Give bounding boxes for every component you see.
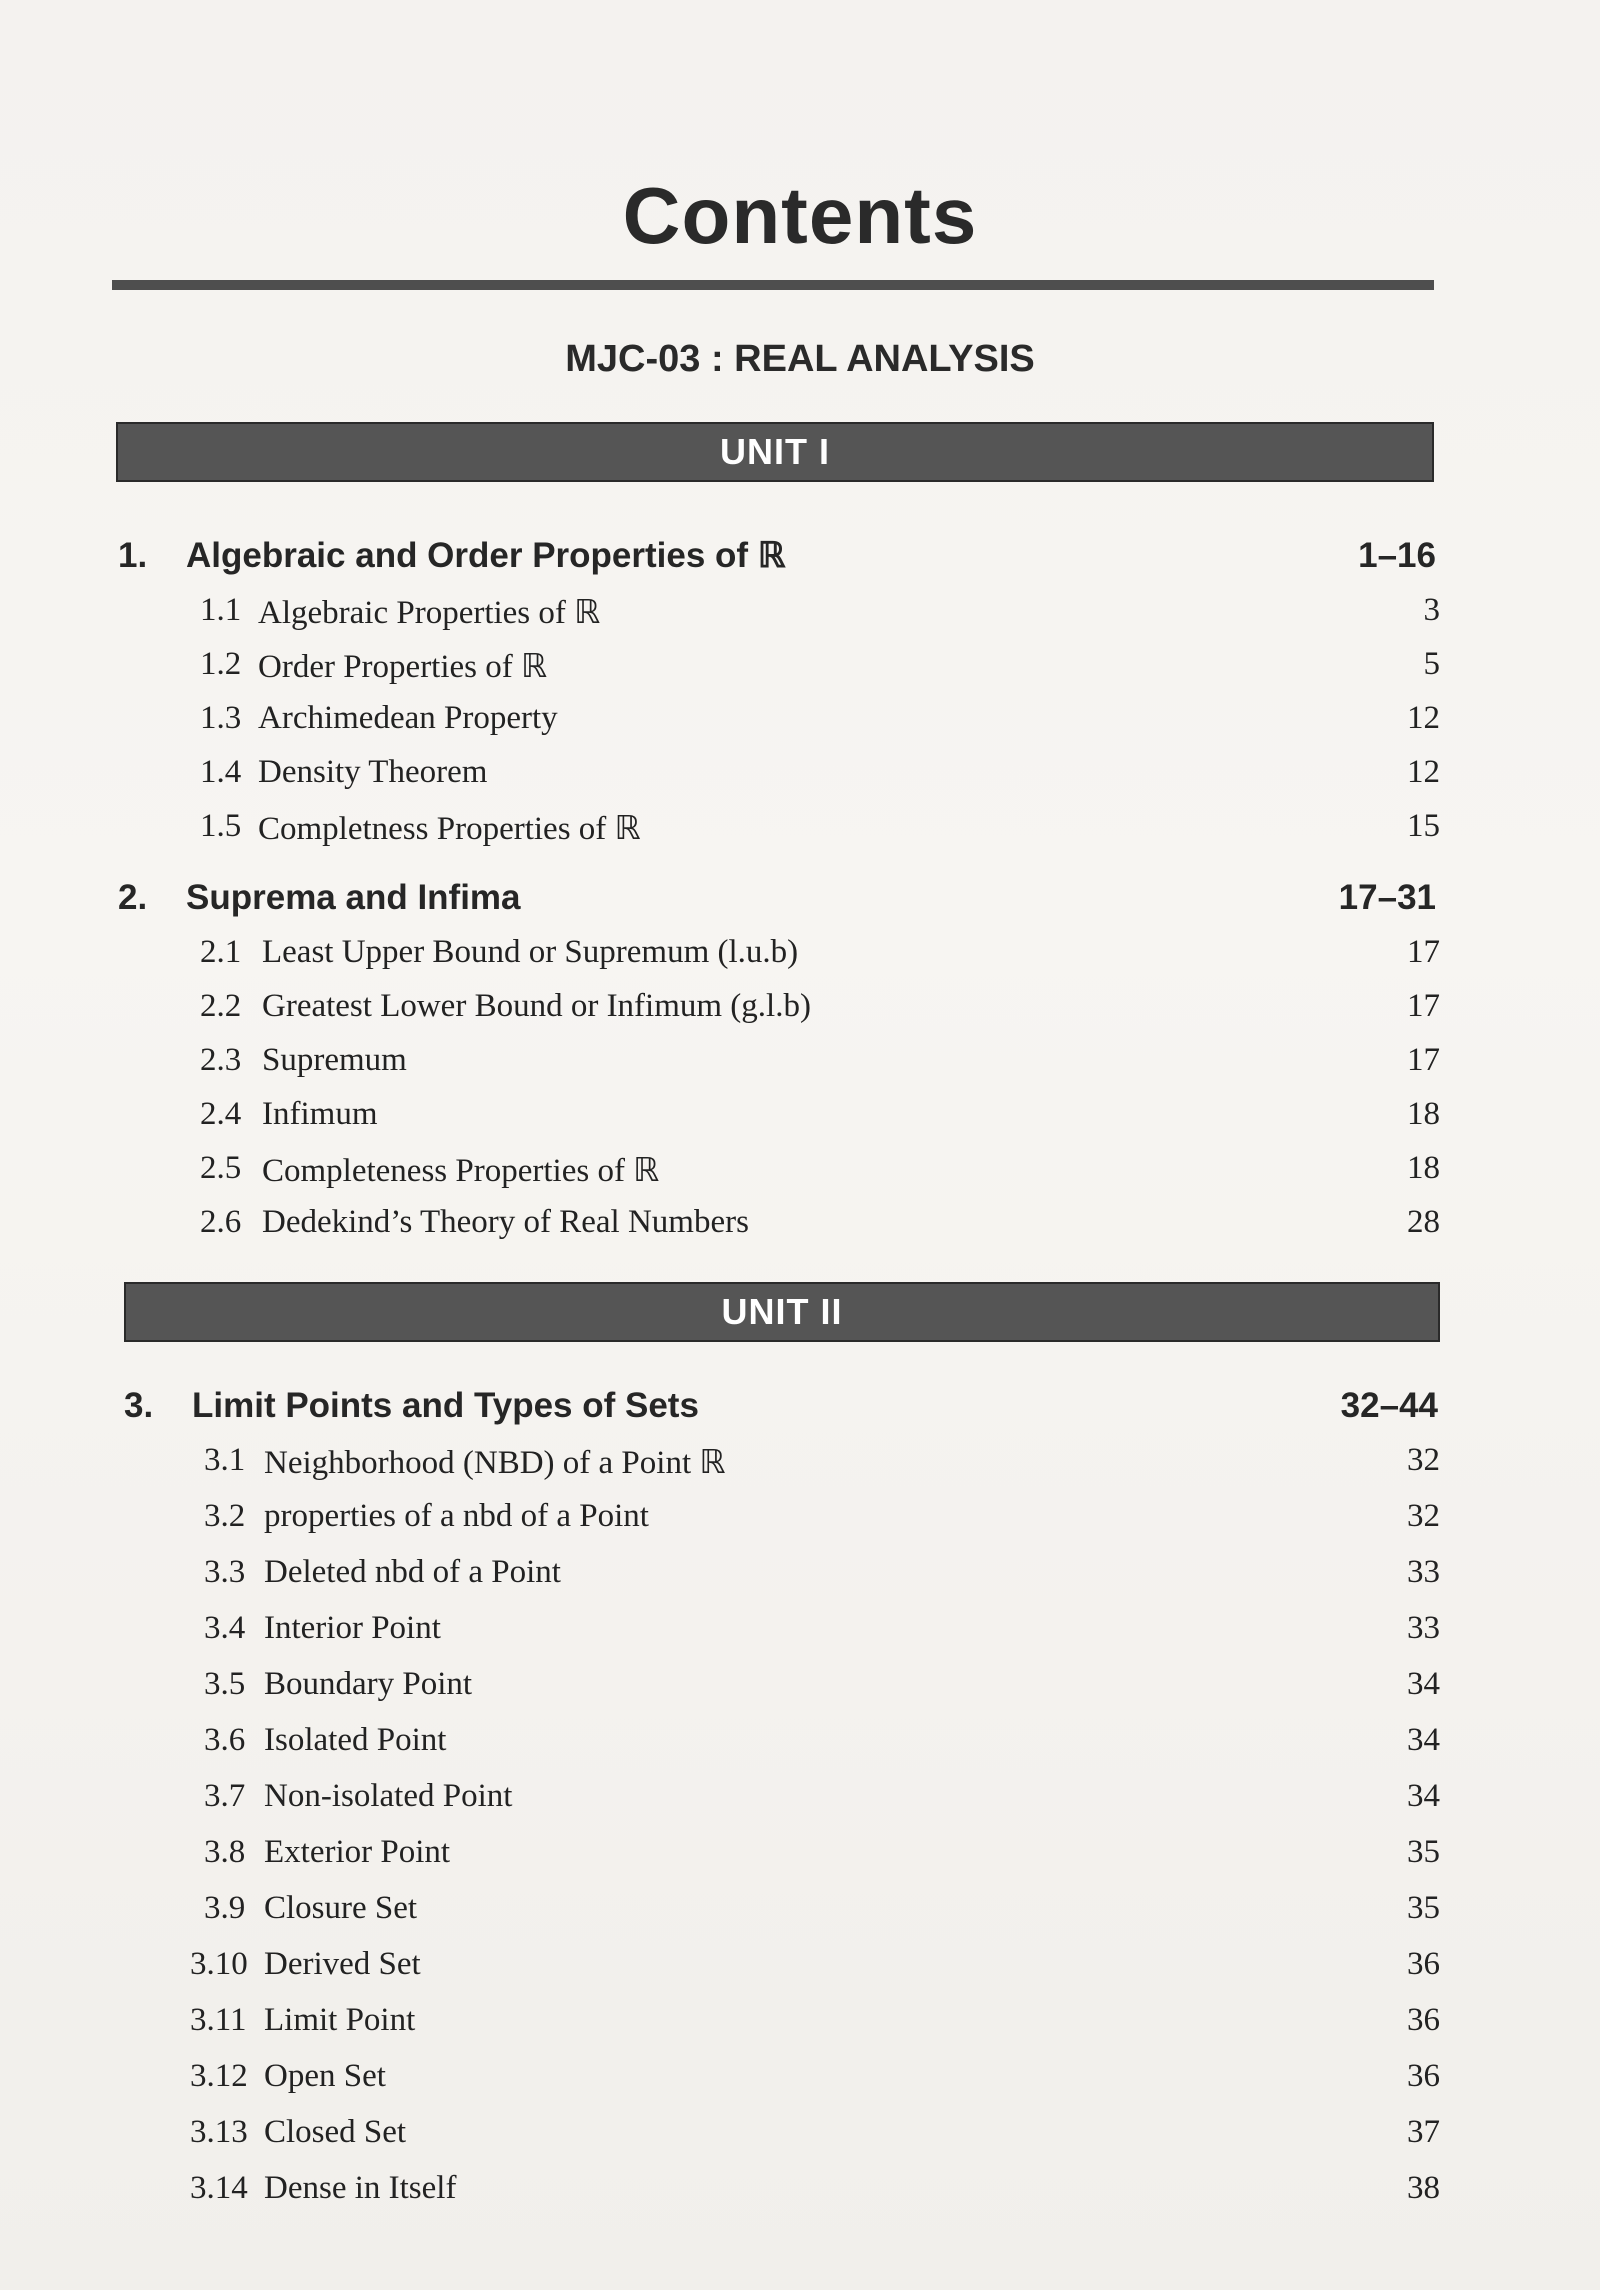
chapter-number: 3. xyxy=(124,1386,154,1425)
section-page: 15 xyxy=(1407,808,1440,844)
section-number: 3.4 xyxy=(204,1610,246,1646)
section-number: 2.6 xyxy=(200,1204,242,1240)
section-title: Supremum xyxy=(262,1042,407,1078)
section-number: 3.7 xyxy=(204,1778,246,1814)
section-title: Dedekind’s Theory of Real Numbers xyxy=(262,1204,749,1240)
chapter-title: Algebraic and Order Properties of ℝ xyxy=(186,536,786,575)
section-page: 35 xyxy=(1407,1834,1440,1870)
chapter-number: 1. xyxy=(118,536,148,575)
section-number: 3.5 xyxy=(204,1666,246,1702)
section-title: Exterior Point xyxy=(264,1834,451,1870)
section-title: Limit Point xyxy=(264,2002,416,2038)
section-page: 28 xyxy=(1407,1204,1440,1240)
unit-1-banner: UNIT I xyxy=(116,422,1434,482)
section-number: 3.13 xyxy=(190,2114,248,2150)
section-page: 38 xyxy=(1407,2170,1440,2206)
page-title: Contents xyxy=(622,171,978,260)
title-divider xyxy=(112,280,1434,290)
section-number: 1.4 xyxy=(200,754,242,790)
section-page: 12 xyxy=(1407,754,1440,790)
section-title: Isolated Point xyxy=(264,1722,447,1758)
chapter-title: Suprema and Infima xyxy=(186,878,521,917)
section-title: Dense in Itself xyxy=(264,2170,457,2206)
chapter-pages: 17–31 xyxy=(1338,878,1436,917)
section-number: 3.11 xyxy=(190,2002,247,2038)
section-page: 17 xyxy=(1407,1042,1440,1078)
section-number: 3.6 xyxy=(204,1722,246,1758)
subject-heading: MJC-03 : REAL ANALYSIS xyxy=(565,338,1035,380)
section-page: 34 xyxy=(1407,1778,1440,1814)
section-title: Open Set xyxy=(264,2058,386,2094)
section-title: Interior Point xyxy=(264,1610,441,1646)
section-page: 18 xyxy=(1407,1150,1440,1186)
section-title: Boundary Point xyxy=(264,1666,473,1702)
section-page: 36 xyxy=(1407,1946,1440,1982)
section-number: 3.8 xyxy=(204,1834,246,1870)
section-title: Completness Properties of ℝ xyxy=(258,811,641,847)
section-number: 1.1 xyxy=(200,592,242,628)
section-title: Order Properties of ℝ xyxy=(258,649,548,685)
section-number: 3.10 xyxy=(190,1946,248,1982)
section-title: Non-isolated Point xyxy=(264,1778,513,1814)
section-number: 3.2 xyxy=(204,1498,246,1534)
section-number: 2.5 xyxy=(200,1150,242,1186)
section-number: 2.4 xyxy=(200,1096,242,1132)
section-page: 34 xyxy=(1407,1722,1440,1758)
section-number: 3.9 xyxy=(204,1890,246,1926)
section-page: 36 xyxy=(1407,2058,1440,2094)
section-page: 37 xyxy=(1407,2114,1440,2150)
section-page: 3 xyxy=(1423,592,1440,628)
section-number: 3.12 xyxy=(190,2058,248,2094)
section-page: 36 xyxy=(1407,2002,1440,2038)
chapter-pages: 32–44 xyxy=(1340,1386,1438,1425)
section-page: 33 xyxy=(1407,1554,1440,1590)
chapter-title: Limit Points and Types of Sets xyxy=(192,1386,699,1425)
section-number: 2.2 xyxy=(200,988,242,1024)
section-number: 1.2 xyxy=(200,646,242,682)
section-page: 12 xyxy=(1407,700,1440,736)
section-number: 3.14 xyxy=(190,2170,248,2206)
section-page: 5 xyxy=(1423,646,1440,682)
section-title: Greatest Lower Bound or Infimum (g.l.b) xyxy=(262,988,811,1024)
section-title: properties of a nbd of a Point xyxy=(264,1498,649,1534)
section-title: Derived Set xyxy=(264,1946,421,1982)
section-title: Algebraic Properties of ℝ xyxy=(258,595,601,631)
section-title: Neighborhood (NBD) of a Point ℝ xyxy=(264,1445,726,1481)
section-number: 1.3 xyxy=(200,700,242,736)
section-page: 32 xyxy=(1407,1442,1440,1478)
unit-2-banner: UNIT II xyxy=(124,1282,1440,1342)
section-page: 17 xyxy=(1407,988,1440,1024)
section-page: 33 xyxy=(1407,1610,1440,1646)
section-page: 17 xyxy=(1407,934,1440,970)
section-page: 18 xyxy=(1407,1096,1440,1132)
chapter-number: 2. xyxy=(118,878,148,917)
chapter-pages: 1–16 xyxy=(1358,536,1436,575)
section-number: 3.3 xyxy=(204,1554,246,1590)
section-title: Closed Set xyxy=(264,2114,407,2150)
section-page: 32 xyxy=(1407,1498,1440,1534)
section-number: 2.1 xyxy=(200,934,242,970)
section-title: Closure Set xyxy=(264,1890,418,1926)
section-number: 3.1 xyxy=(204,1442,246,1478)
section-title: Least Upper Bound or Supremum (l.u.b) xyxy=(262,934,799,970)
section-page: 34 xyxy=(1407,1666,1440,1702)
section-title: Archimedean Property xyxy=(258,700,558,736)
section-title: Density Theorem xyxy=(258,754,488,790)
section-title: Infimum xyxy=(262,1096,378,1132)
section-title: Completeness Properties of ℝ xyxy=(262,1153,660,1189)
section-title: Deleted nbd of a Point xyxy=(264,1554,561,1590)
section-number: 1.5 xyxy=(200,808,242,844)
section-page: 35 xyxy=(1407,1890,1440,1926)
section-number: 2.3 xyxy=(200,1042,242,1078)
